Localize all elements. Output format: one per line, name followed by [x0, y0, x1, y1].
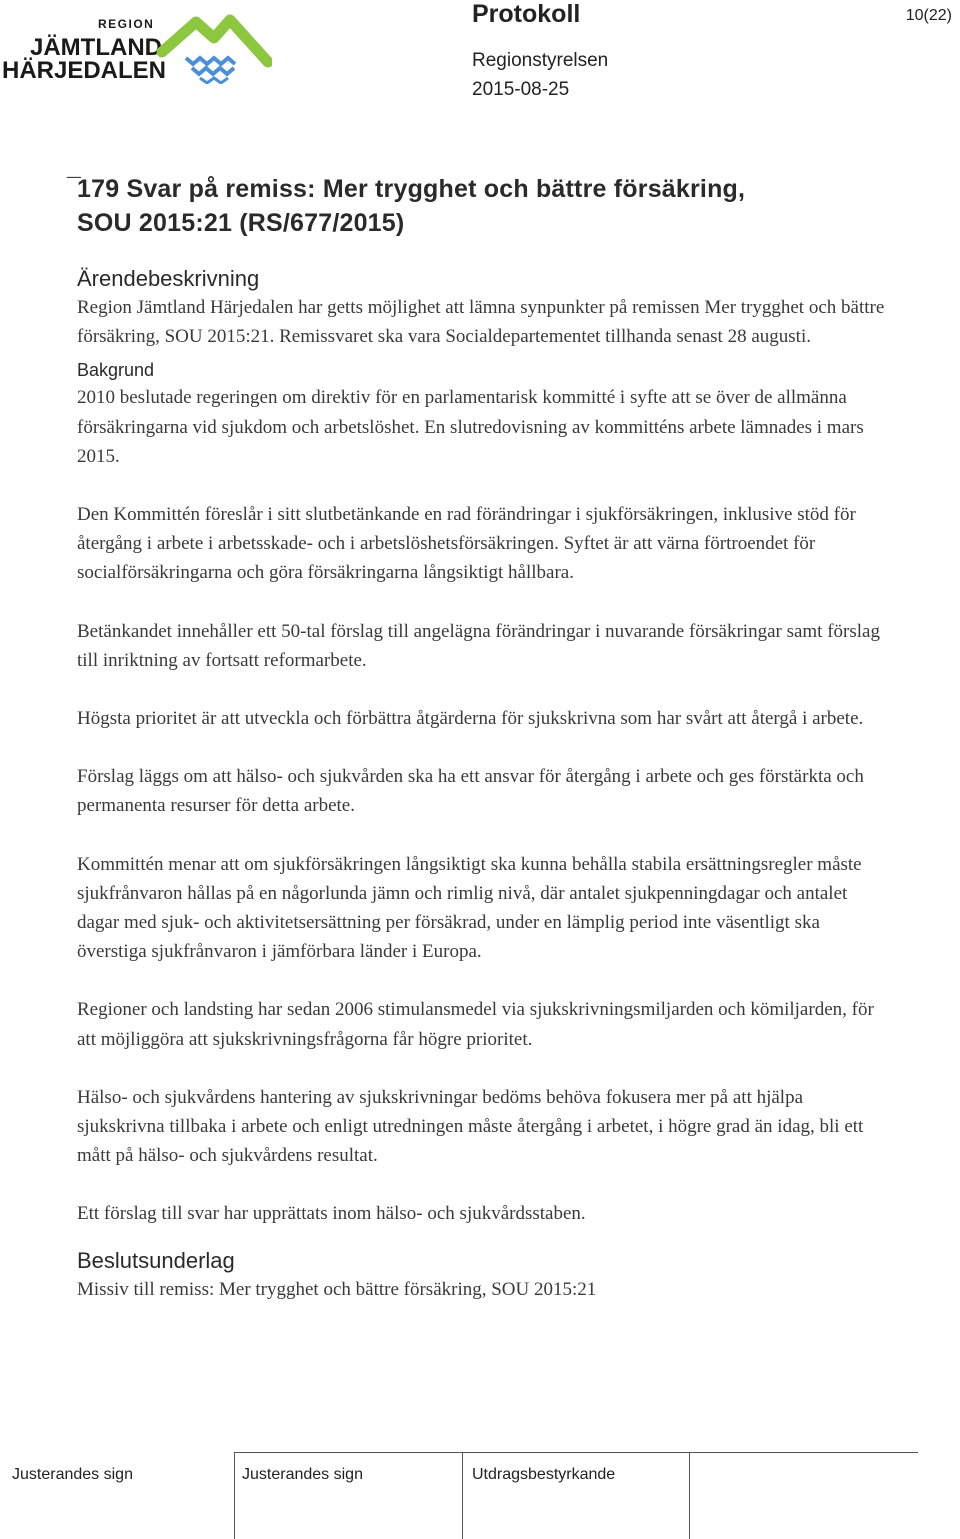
beslutsunderlag-text: Missiv till remiss: Mer trygghet och bättre försäkring, SOU 2015:21 [77, 1278, 597, 1300]
footer-divider [689, 1452, 690, 1539]
region-logo [0, 12, 272, 84]
case-title-line2: SOU 2015:21 (RS/677/2015) [77, 209, 405, 237]
paragraph: Betänkandet innehåller ett 50-tal förslag till angelägna förändringar i nuvarande försäkringar samt förslag till inriktning av fortsatt reformarbete. [77, 620, 880, 671]
paragraph: Kommittén menar att om sjukförsäkringen långsiktigt ska kunna behålla stabila ersättningsregler måste sjukfrånvaron hållas på en någorlunda jämn och rimlig nivå, där antalet sjukpenningdagar och antalet dagar med sjuk- och aktivitetsersättning per försäkrad, under en lämplig period inte väsentligt ska överstiga sjukfrånvaron i jämförbara länder i Europa. [77, 853, 862, 963]
footer-rule [234, 1452, 918, 1453]
heading-bakgrund: Bakgrund [77, 360, 155, 381]
organization-name: Regionstyrelsen [472, 50, 609, 71]
case-title-line1: 179 Svar på remiss: Mer trygghet och bättre försäkring, [77, 175, 746, 203]
logo-text-region: REGION [98, 17, 155, 31]
footer-divider [234, 1452, 235, 1539]
footer-sign-label: Justerandes sign [242, 1466, 363, 1483]
logo-text-line1: JÄMTLAND [30, 34, 162, 61]
paragraph: Hälso- och sjukvårdens hantering av sjukskrivningar bedöms behöva fokusera mer på att hjälpa sjukskrivna tillbaka i arbete och enligt utredningen måste återgång i arbetet, i högre grad än idag, bli ett mått på hälso- och sjukvårdens resultat. [77, 1086, 864, 1167]
paragraph: Ett förslag till svar har upprättats inom hälso- och sjukvårdsstaben. [77, 1203, 586, 1225]
footer-sign-label: Justerandes sign [12, 1466, 133, 1483]
case-marker: ¯ [67, 174, 82, 202]
footer-divider [462, 1452, 463, 1539]
logo-text-line2: HÄRJEDALEN [2, 57, 167, 84]
paragraph: Förslag läggs om att hälso- och sjukvården ska ha ett ansvar för återgång i arbete och ges förstärkta och permanenta resurser för detta arbete. [77, 766, 864, 817]
page-number: 10(22) [905, 7, 952, 24]
heading-arendebeskrivning: Ärendebeskrivning [77, 266, 260, 291]
arendebeskrivning-text: Region Jämtland Härjedalen har getts möjlighet att lämna synpunkter på remissen Mer trygghet och bättre försäkring, SOU 2015:21. Remissvaret ska vara Socialdepartementet tillhanda senast 28 augusti. [77, 297, 885, 348]
case-title [67, 172, 892, 240]
document-body [67, 172, 892, 1304]
paragraph: Regioner och landsting har sedan 2006 stimulansmedel via sjukskrivningsmiljarden och kömiljarden, för att möjliggöra att sjukskrivningsfrågorna får högre prioritet. [77, 999, 874, 1050]
paragraph: 2010 beslutade regeringen om direktiv för en parlamentarisk kommitté i syfte att se över de allmänna försäkringarna vid sjukdom och arbetslöshet. En slutredovisning av kommitténs arbete lämnades i mars 2015. [77, 387, 864, 467]
heading-beslutsunderlag: Beslutsunderlag [77, 1247, 235, 1273]
paragraph: Högsta prioritet är att utveckla och förbättra åtgärderna för sjukskrivna som har svårt att återgå i arbete. [77, 708, 864, 730]
meeting-date: 2015-08-25 [472, 79, 570, 100]
footer-extract-label: Utdragsbestyrkande [472, 1466, 616, 1483]
paragraph: Den Kommittén föreslår i sitt slutbetänkande en rad förändringar i sjukförsäkringen, inklusive stöd för återgång i arbete i arbetsskade- och i arbetslöshetsförsäkringen. Syftet är att värna förtroendet för socialförsäkringarna och göra försäkringarna långsiktigt hållbara. [77, 504, 856, 584]
document-type: Protokoll [472, 0, 581, 28]
